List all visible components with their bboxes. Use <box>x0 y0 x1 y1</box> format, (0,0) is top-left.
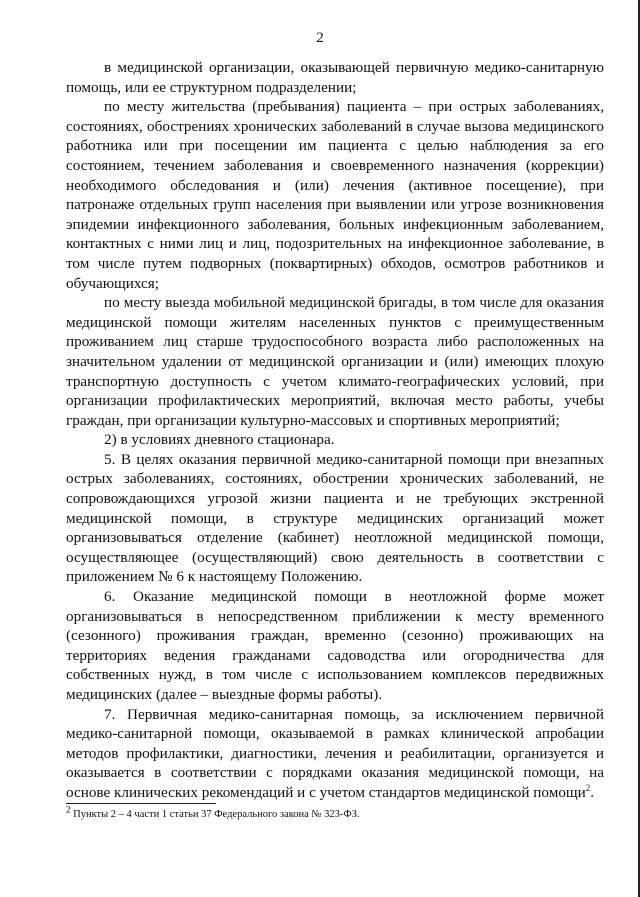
footnote <box>66 804 606 822</box>
document-body <box>66 58 604 803</box>
paragraph-5: 5. В целях оказания первичной медико-санитарной помощи при внезапных острых заболеваниях, состояниях, обострении хронических заболеваний, не сопровождающихся угрозой жизни пациента и не требующих экстренной медицинской помощи, в структуре медицинских организаций может организовываться отделение (кабинет) неотложной медицинской помощи, осуществляющее (осуществляющий) свою деятельность в соответствии с приложением № 6 к настоящему Положению. <box>66 450 604 586</box>
paragraph-7-text: 7. Первичная медико-санитарная помощь, за исключением первичной медико-санитарной помощи, оказываемой в рамках клинической апробации методов профилактики, диагностики, лечения и реабилитации, организуется и оказывается в соответствии с порядками оказания медицинской помощи, на основе клинических рекомендаций и с учетом стандартов медицинской помощи <box>66 705 604 801</box>
paragraph-6: 6. Оказание медицинской помощи в неотложной форме может организовываться в непосредственном приближении к месту временного (сезонного) проживания граждан, временно (сезонно) проживающих на территориях ведения гражданами садоводства или огородничества для собственных нужд, в том числе с использованием комплексов передвижных медицинских (далее – выездные формы работы). <box>66 588 604 703</box>
paragraph-3: по месту выезда мобильной медицинской бригады, в том числе для оказания медицинской помощи жителям населенных пунктов с преимущественным проживанием лиц старше трудоспособного возраста либо расположенных на значительном удалении от медицинской организации и (или) имеющих плохую транспортную доступность с учетом климато-географических условий, при организации профилактических мероприятий, включая место работы, учебы граждан, при организации культурно-массовых и спортивных мероприятий; <box>66 294 604 429</box>
page-number: 2 <box>316 30 324 46</box>
paragraph-7: 7. Первичная медико-санитарная помощь, за исключением первичной медико-санитарной помощи, оказываемой в рамках клинической апробации методов профилактики, диагностики, лечения и реабилитации, организуется и оказывается в соответствии с порядками оказания медицинской помощи, на основе клинических рекомендаций и с учетом стандартов медицинской помощи$^2$. <box>66 705 604 801</box>
footnote-text: Пункты 2 – 4 части 1 статьи 37 Федерального закона № 323-ФЗ. <box>70 809 360 820</box>
paragraph-1: в медицинской организации, оказывающей первичную медико-санитарную помощь, или ее структурном подразделении; <box>66 59 604 96</box>
footnote-divider <box>66 803 216 804</box>
paragraph-4: 2) в условиях дневного стационара. <box>104 431 335 449</box>
footnote-reference: 2 <box>585 782 591 793</box>
paragraph-2: по месту жительства (пребывания) пациента – при острых заболеваниях, состояниях, обострениях хронических заболеваний в случае вызова медицинского работника или при посещении им пациента с целью наблюдения за его состоянием, течением заболевания и своевременного назначения (коррекции) необходимого обследования и (или) лечения (активное посещение), при патронаже отдельных групп населения при выявлении или угрозе возникновения эпидемии инфекционного заболевания, больных инфекционным заболеванием, контактных с ними лиц и лиц, подозрительных на инфекционное заболевание, в том числе путем подворных (поквартирных) обходов, осмотров работников и обучающихся; <box>66 98 604 292</box>
footnote-marker: 2 <box>66 804 71 815</box>
